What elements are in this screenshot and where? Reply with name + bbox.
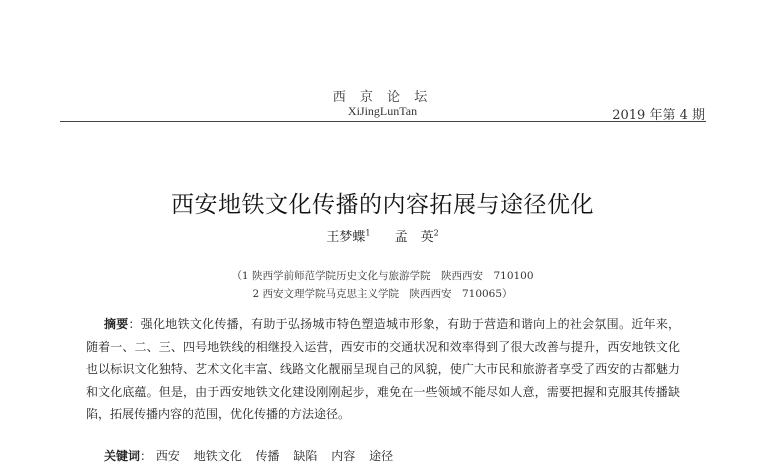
keywords-colon: ： bbox=[140, 449, 153, 463]
keyword: 传播 bbox=[255, 449, 280, 463]
affiliation-2: 2 西安文理学院马克思主义学院 陕西西安 710065） bbox=[252, 288, 513, 300]
affiliation-1: （1 陕西学前师范学院历史文化与旅游学院 陕西西安 710100 bbox=[231, 270, 534, 282]
keyword: 缺陷 bbox=[293, 449, 318, 463]
header-rule bbox=[60, 121, 706, 122]
keywords bbox=[104, 447, 403, 464]
abstract bbox=[86, 313, 680, 426]
authors bbox=[0, 226, 765, 245]
keyword: 途径 bbox=[369, 449, 394, 463]
journal-subtitle: XiJingLunTan bbox=[347, 104, 418, 118]
keyword: 西安 bbox=[155, 449, 180, 463]
author-name: 王梦蝶 bbox=[326, 230, 366, 245]
author bbox=[326, 226, 370, 245]
author-affil-mark: 1 bbox=[365, 228, 371, 238]
issue-number: 2019 年第 4 期 bbox=[612, 108, 705, 123]
keyword: 内容 bbox=[331, 449, 356, 463]
keyword: 地铁文化 bbox=[193, 449, 242, 463]
author bbox=[395, 226, 439, 245]
article-title: 西安地铁文化传播的内容拓展与途径优化 bbox=[171, 192, 594, 218]
author-affil-mark: 2 bbox=[433, 228, 439, 238]
keywords-label: 关键词 bbox=[104, 449, 141, 463]
abstract-label: 摘要 bbox=[104, 317, 129, 331]
journal-title: 西 京 论 坛 bbox=[332, 90, 433, 105]
author-name: 孟 英 bbox=[394, 230, 434, 245]
abstract-text: ：强化地铁文化传播，有助于弘扬城市特色塑造城市形象，有助于营造和谐向上的社会氛围。近年来，随着一、二、三、四号地铁线的相继投入运营，西安市的交通状况和效率得到了很大改善与提升，西安地铁文化也以标识文化独特、艺术文化丰富、线路文化靓丽呈现自己的风貌，使广大市民和旅游者享受了西安的古都魅力和文化底蕴。但是，由于西安地铁文化建设刚刚起步，难免在一些领域不能尽如人意，需要把握和克服其传播缺陷，拓展传播内容的范围，优化传播的方法途径。 bbox=[86, 317, 680, 421]
